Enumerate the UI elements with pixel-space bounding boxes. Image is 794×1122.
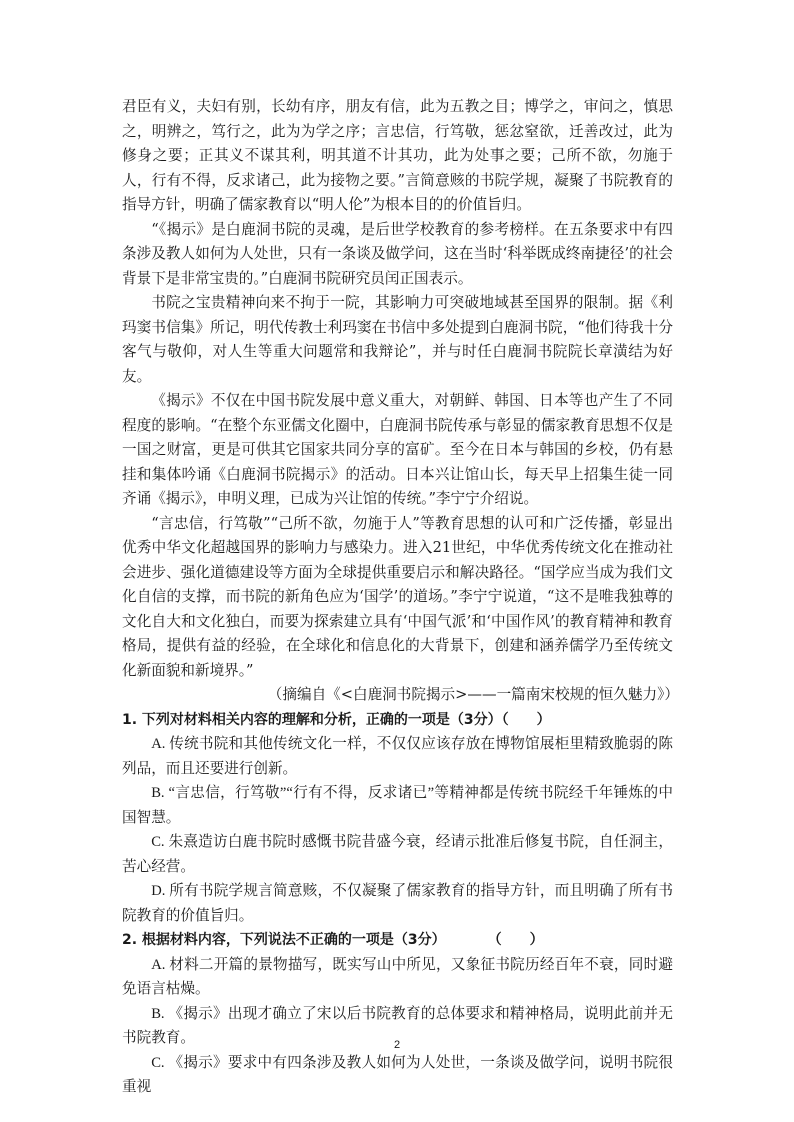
passage-paragraph-1: 君臣有义，夫妇有别，长幼有序，朋友有信，此为五教之目；博学之，审问之，慎思之，明辨之，笃行之，此为为学之序；言忠信，行笃敬，惩忿窒欲，迁善改过，此为修身之要；正其义不谋其利，明其道不计其功，此为处事之要；己所不欲，勿施于人，行有不得，反求诸己，此为接物之要。”言简意赅的书院学规，凝聚了书院教育的指导方针，明确了儒家教育以“明人伦”为根本目的的价值旨归。: [122, 98, 673, 213]
question-2-option-c: C. 《揭示》要求中有四条涉及教人如何为人处世，一条谈及做学问，说明书院很重视: [122, 1054, 673, 1095]
passage-source: （摘编自《<白鹿洞书院揭示>——一篇南宋校规的恒久魅力》）: [267, 686, 679, 703]
question-1-stem: 1. 下列对材料相关内容的理解和分析，正确的一项是（3分）（ ）: [122, 711, 551, 728]
question-2-stem: 2. 根据材料内容，下列说法不正确的一项是（3分） （ ）: [122, 932, 544, 948]
passage-paragraph-3: 书院之宝贵精神向来不拘于一院，其影响力可突破地域甚至国界的限制。据《利玛窦书信集》所记，明代传教士利玛窦在书信中多处提到白鹿洞书院，“他们待我十分客气与敬仰，对人生等重大问题常和我辩论”，并与时任白鹿洞书院院长章潢结为好友。: [122, 294, 673, 385]
page-number: 2: [393, 1039, 401, 1051]
question-1-option-d: D. 所有书院学规言简意赅，不仅凝聚了儒家教育的指导方针，而且明确了所有书院教育的价值旨归。: [122, 883, 673, 924]
passage-paragraph-2: “《揭示》是白鹿洞书院的灵魂，是后世学校教育的参考榜样。在五条要求中有四条涉及教人如何为人处世，只有一条谈及做学问，这在当时‘科举既成终南捷径’的社会背景下是非常宝贵的。”白鹿洞书院研究员闰正国表示。: [122, 220, 673, 287]
question-1-option-a: A. 传统书院和其他传统文化一样，不仅仅应该存放在博物馆展柜里精致脆弱的陈列品，而且还要进行创新。: [122, 736, 673, 777]
question-2-option-b: B. 《揭示》出现才确立了宋以后书院教育的总体要求和精神格局，说明此前并无书院教育。: [122, 1005, 673, 1046]
document-body: [122, 95, 679, 1100]
question-2-option-a: A. 材料二开篇的景物描写，既实写山中所见，又象征书院历经百年不衰，同时避免语言枯燥。: [122, 956, 673, 997]
passage-paragraph-4: 《揭示》不仅在中国书院发展中意义重大，对朝鲜、韩国、日本等也产生了不同程度的影响。“在整个东亚儒文化圈中，白鹿洞书院传承与彰显的儒家教育思想不仅是一国之财富，更是可供其它国家共同分享的富矿。至今在日本与韩国的乡校，仍有悬挂和集体吟诵《白鹿洞书院揭示》的活动。日本兴让馆山长，每天早上招集生徒一同齐诵《揭示》，申明义理，已成为兴让馆的传统。”李宁宁介绍说。: [122, 392, 673, 507]
question-1-option-b: B. “言忠信，行笃敬”“行有不得，反求诸已”等精神都是传统书院经千年锤炼的中国智慧。: [122, 785, 673, 826]
passage-paragraph-5: “言忠信，行笃敬”“己所不欲，勿施于人”等教育思想的认可和广泛传播，彰显出优秀中华文化超越国界的影响力与感染力。进入21世纪，中华优秀传统文化在推动社会进步、强化道德建设等方面为全球提供重要启示和解决路径。“国学应当成为我们文化自信的支撑，而书院的新角色应为‘国学’的道场。”李宁宁说道，“这不是唯我独尊的文化自大和文化独白，而要为探索建立具有‘中国气派’和‘中国作风’的教育精神和教育格局，提供有益的经验，在全球化和信息化的大背景下，创建和涵养儒学乃至传统文化新面貌和新境界。”: [122, 514, 673, 679]
question-1-option-c: C. 朱熹造访白鹿书院时感慨书院昔盛今衰，经请示批准后修复书院，自任洞主，苦心经营。: [122, 834, 673, 875]
